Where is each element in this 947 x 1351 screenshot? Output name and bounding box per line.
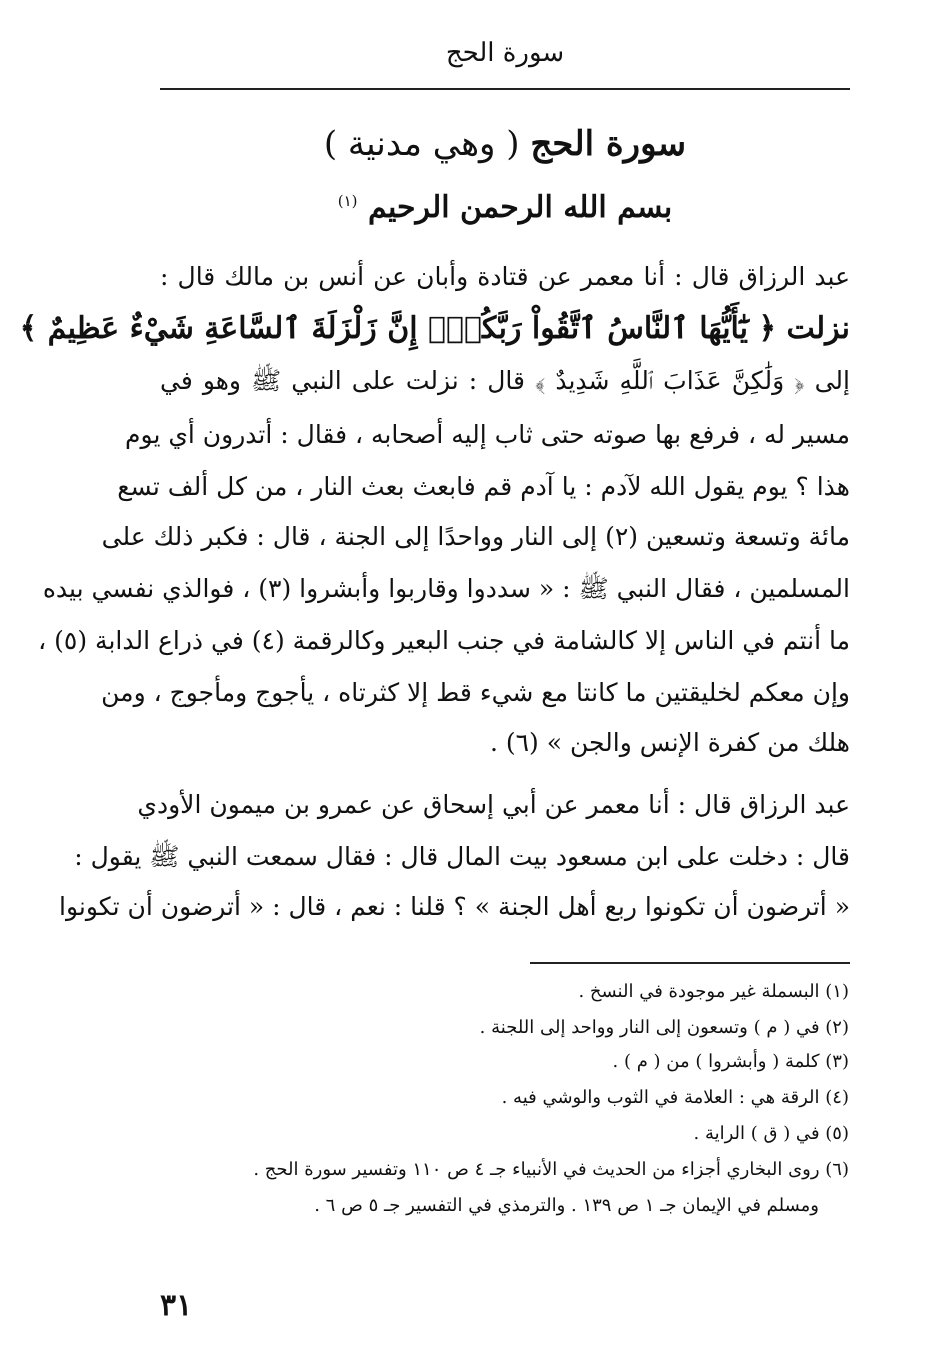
footnote-rule bbox=[530, 962, 850, 964]
body-line: قال : دخلت على ابن مسعود بيت المال قال : فقال سمعت النبي ﷺ يقول : bbox=[74, 842, 850, 871]
body-line-quran: نزلت ﴿ يَٰٓأَيُّهَا ٱلنَّاسُ ٱتَّقُواْ رَبَّكُمْۚ إِنَّ زَلْزَلَةَ ٱلسَّاعَةِ شَيْءٌ عَظِيمٌ ﴾ bbox=[19, 311, 850, 346]
body-line: ما أنتم في الناس إلا كالشامة في جنب البعير وكالرقمة (٤) في ذراع الدابة (٥) ، bbox=[38, 626, 850, 655]
page-number: ٣١ bbox=[160, 1288, 193, 1323]
header-rule bbox=[160, 88, 850, 90]
surah-note: ( وهي مدنية ) bbox=[323, 124, 520, 164]
footnote: (٦) روى البخاري أجزاء من الحديث في الأنبياء جـ ٤ ص ١١٠ وتفسير سورة الحج . bbox=[253, 1159, 849, 1180]
footnote: (٤) الرقة هي : العلامة في الثوب والوشي فيه . bbox=[501, 1087, 849, 1108]
body-line: وإن معكم لخليقتين ما كانتا مع شيء قط إلا كثرتاه ، يأجوج ومأجوج ، ومن bbox=[101, 678, 850, 707]
basmala-footnote-ref: (١) bbox=[337, 192, 358, 210]
body-line: « أترضون أن تكونوا ربع أهل الجنة » ؟ قلنا : نعم ، قال : « أترضون أن تكونوا bbox=[59, 892, 850, 921]
basmala-text: بسم الله الرحمن الرحيم bbox=[367, 190, 673, 225]
footnote: (٥) في ( ق ) الراية . bbox=[693, 1123, 849, 1144]
body-line: هذا ؟ يوم يقول الله لآدم : يا آدم قم فابعث بعث النار ، من كل ألف تسع bbox=[117, 472, 850, 501]
footnote-continuation: ومسلم في الإيمان جـ ١ ص ١٣٩ . والترمذي في التفسير جـ ٥ ص ٦ . bbox=[314, 1195, 819, 1216]
running-head: سورة الحج bbox=[445, 38, 565, 68]
surah-title bbox=[160, 124, 850, 164]
body-line: المسلمين ، فقال النبي ﷺ : « سددوا وقاربوا وأبشروا (٣) ، فوالذي نفسي بيده bbox=[42, 574, 850, 603]
footnote: (٣) كلمة ( وأبشروا ) من ( م ) . bbox=[612, 1051, 849, 1072]
footnote: (٢) في ( م ) وتسعون إلى النار وواحد إلى اللجنة . bbox=[479, 1017, 849, 1038]
body-line: مسير له ، فرفع بها صوته حتى ثاب إليه أصحابه ، فقال : أتدرون أي يوم bbox=[125, 420, 850, 449]
body-line: مائة وتسعة وتسعين (٢) إلى النار وواحدًا إلى الجنة ، قال : فكبر ذلك على bbox=[101, 522, 850, 551]
basmala bbox=[160, 190, 850, 225]
body-line: هلك من كفرة الإنس والجن » (٦) . bbox=[489, 728, 850, 757]
body-line: إلى ﴿ وَلَٰكِنَّ عَذَابَ ٱللَّهِ شَدِيدٌ ﴾ قال : نزلت على النبي ﷺ وهو في bbox=[160, 366, 850, 395]
surah-name: سورة الحج bbox=[530, 124, 687, 164]
body-line: عبد الرزاق قال : أنا معمر عن قتادة وأبان عن أنس بن مالك قال : bbox=[160, 262, 850, 291]
footnote: (١) البسملة غير موجودة في النسخ . bbox=[578, 981, 849, 1002]
body-line: عبد الرزاق قال : أنا معمر عن أبي إسحاق عن عمرو بن ميمون الأودي bbox=[137, 790, 850, 819]
